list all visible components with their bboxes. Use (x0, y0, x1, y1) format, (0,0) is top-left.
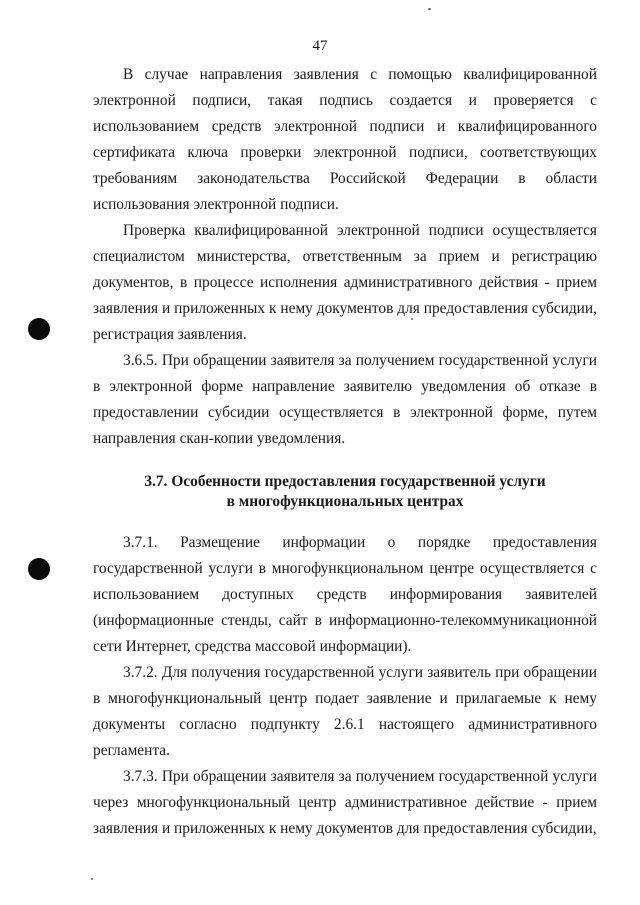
page-number: 47 (312, 38, 328, 54)
punch-hole (28, 558, 50, 580)
paragraph: 3.7.2. Для получения государственной услуги заявитель при обращении в многофункциональный центр подает заявление и прилагаемые к нему документы согласно подпункту 2.6.1 настоящего административного регламента. (93, 664, 597, 759)
paragraph: Проверка квалифицированной электронной подписи осуществляется специалистом министерства, ответственным за прием и регистрацию документов, в процессе исполнения административного действия - прием заявления и приложенных к нему документов для предоставления субсидии, регистрация заявления. (93, 222, 597, 343)
paragraph: 3.6.5. При обращении заявителя за получением государственной услуги в электронной форме направление заявителю уведомления об отказе в предоставлении субсидии осуществляется в электронной форме, путем направления скан-копии уведомления. (93, 352, 597, 447)
section-heading-line: 3.7. Особенности предоставления государственной услуги (144, 473, 546, 490)
text-block-bottom (93, 530, 597, 842)
paragraph: 3.7.1. Размещение информации о порядке предоставления государственной услуги в многофункциональном центре осуществляется с использованием доступных средств информирования заявителей (информационные стенды, сайт в информационно-телекоммуникационной сети Интернет, средства массовой информации). (93, 534, 597, 655)
scan-speck (428, 8, 431, 10)
scan-speck (411, 318, 413, 320)
text-block-top (93, 62, 597, 452)
scan-speck (91, 878, 93, 880)
punch-hole (28, 318, 50, 340)
paragraph: В случае направления заявления с помощью квалифицированной электронной подписи, такая подпись создается и проверяется с использованием средств электронной подписи и квалифицированного сертификата ключа проверки электронной подписи, соответствующих требованиям законодательства Российской Федерации в области использования электронной подписи. (93, 66, 597, 213)
paragraph: 3.7.3. При обращении заявителя за получением государственной услуги через многофункциональный центр административное действие - прием заявления и приложенных к нему документов для предоставления субсидии, (93, 768, 597, 837)
section-heading-line: в многофункциональных центрах (226, 493, 464, 510)
section-heading (93, 472, 597, 512)
